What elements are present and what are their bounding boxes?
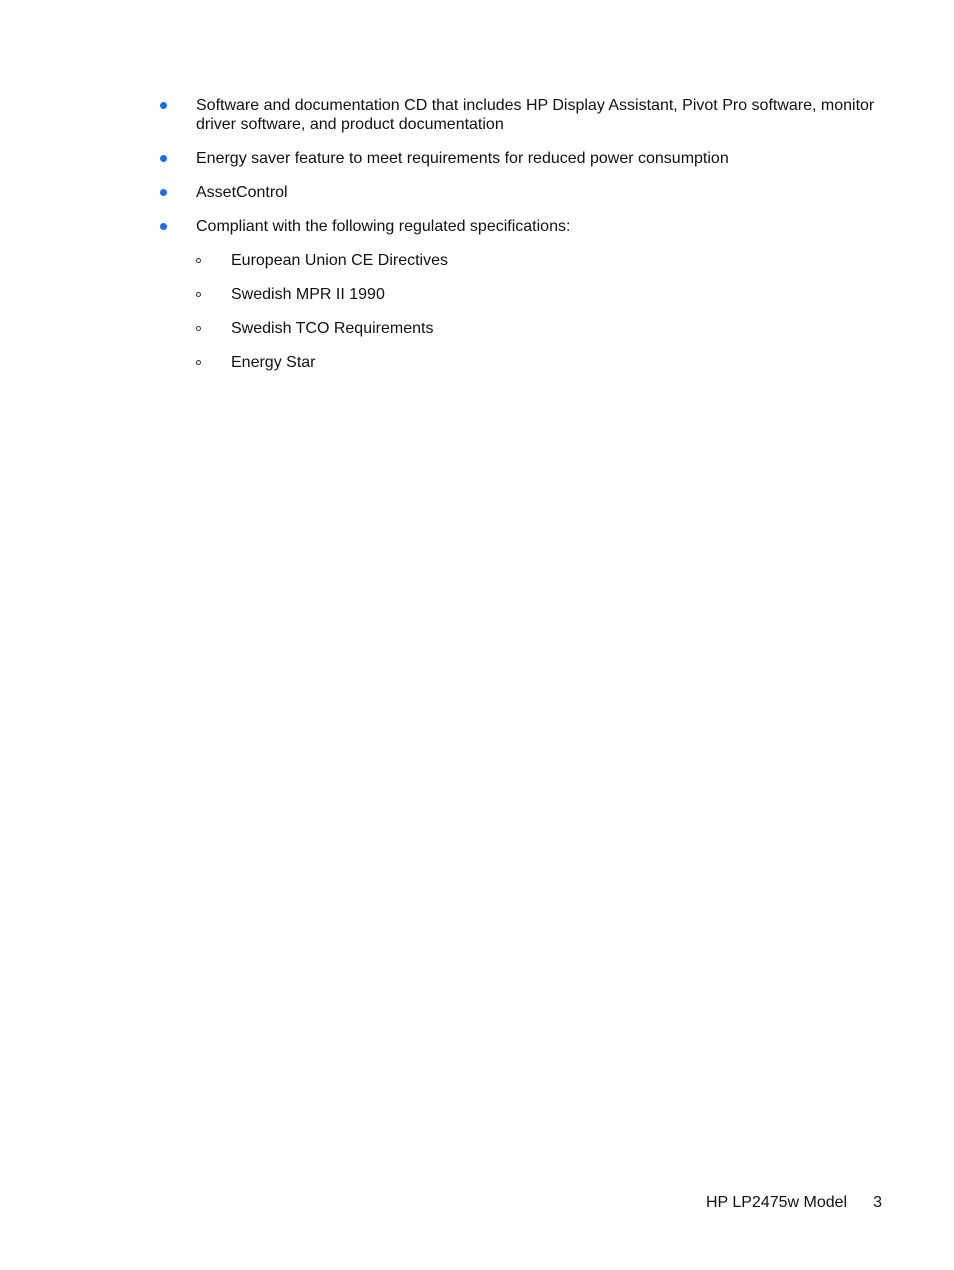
sub-list-item-text: European Union CE Directives: [231, 252, 448, 269]
specifications-sublist: [160, 251, 885, 372]
list-item: [160, 149, 885, 168]
sub-list-container: [160, 251, 885, 372]
bullet-icon: [160, 223, 167, 230]
list-item: [160, 96, 885, 134]
list-item-text: Energy saver feature to meet requirements for reduced power consumption: [196, 150, 729, 167]
list-item-text: Software and documentation CD that includes HP Display Assistant, Pivot Pro software, monitor driver software, and product documentation: [196, 97, 875, 133]
bullet-icon: [160, 102, 167, 109]
footer-title: HP LP2475w Model: [705, 1194, 848, 1211]
sub-list-item: [160, 319, 885, 338]
bullet-icon: [160, 155, 167, 162]
feature-list: [160, 96, 885, 387]
list-item: [160, 183, 885, 202]
sub-list-item: [160, 285, 885, 304]
sub-list-item: [160, 251, 885, 270]
list-item-text: AssetControl: [196, 184, 288, 201]
hollow-bullet-icon: [196, 360, 201, 365]
hollow-bullet-icon: [196, 258, 201, 263]
bullet-icon: [160, 189, 167, 196]
hollow-bullet-icon: [196, 292, 201, 297]
page-footer: [706, 1193, 882, 1212]
sub-list-item: [160, 353, 885, 372]
hollow-bullet-icon: [196, 326, 201, 331]
sub-list-item-text: Swedish MPR II 1990: [231, 286, 385, 303]
sub-list-item-text: Swedish TCO Requirements: [231, 320, 434, 337]
sub-list-item-text: Energy Star: [231, 354, 316, 371]
list-item-text: Compliant with the following regulated specifications:: [196, 218, 571, 235]
page-number: 3: [873, 1194, 882, 1211]
list-item: [160, 217, 885, 236]
